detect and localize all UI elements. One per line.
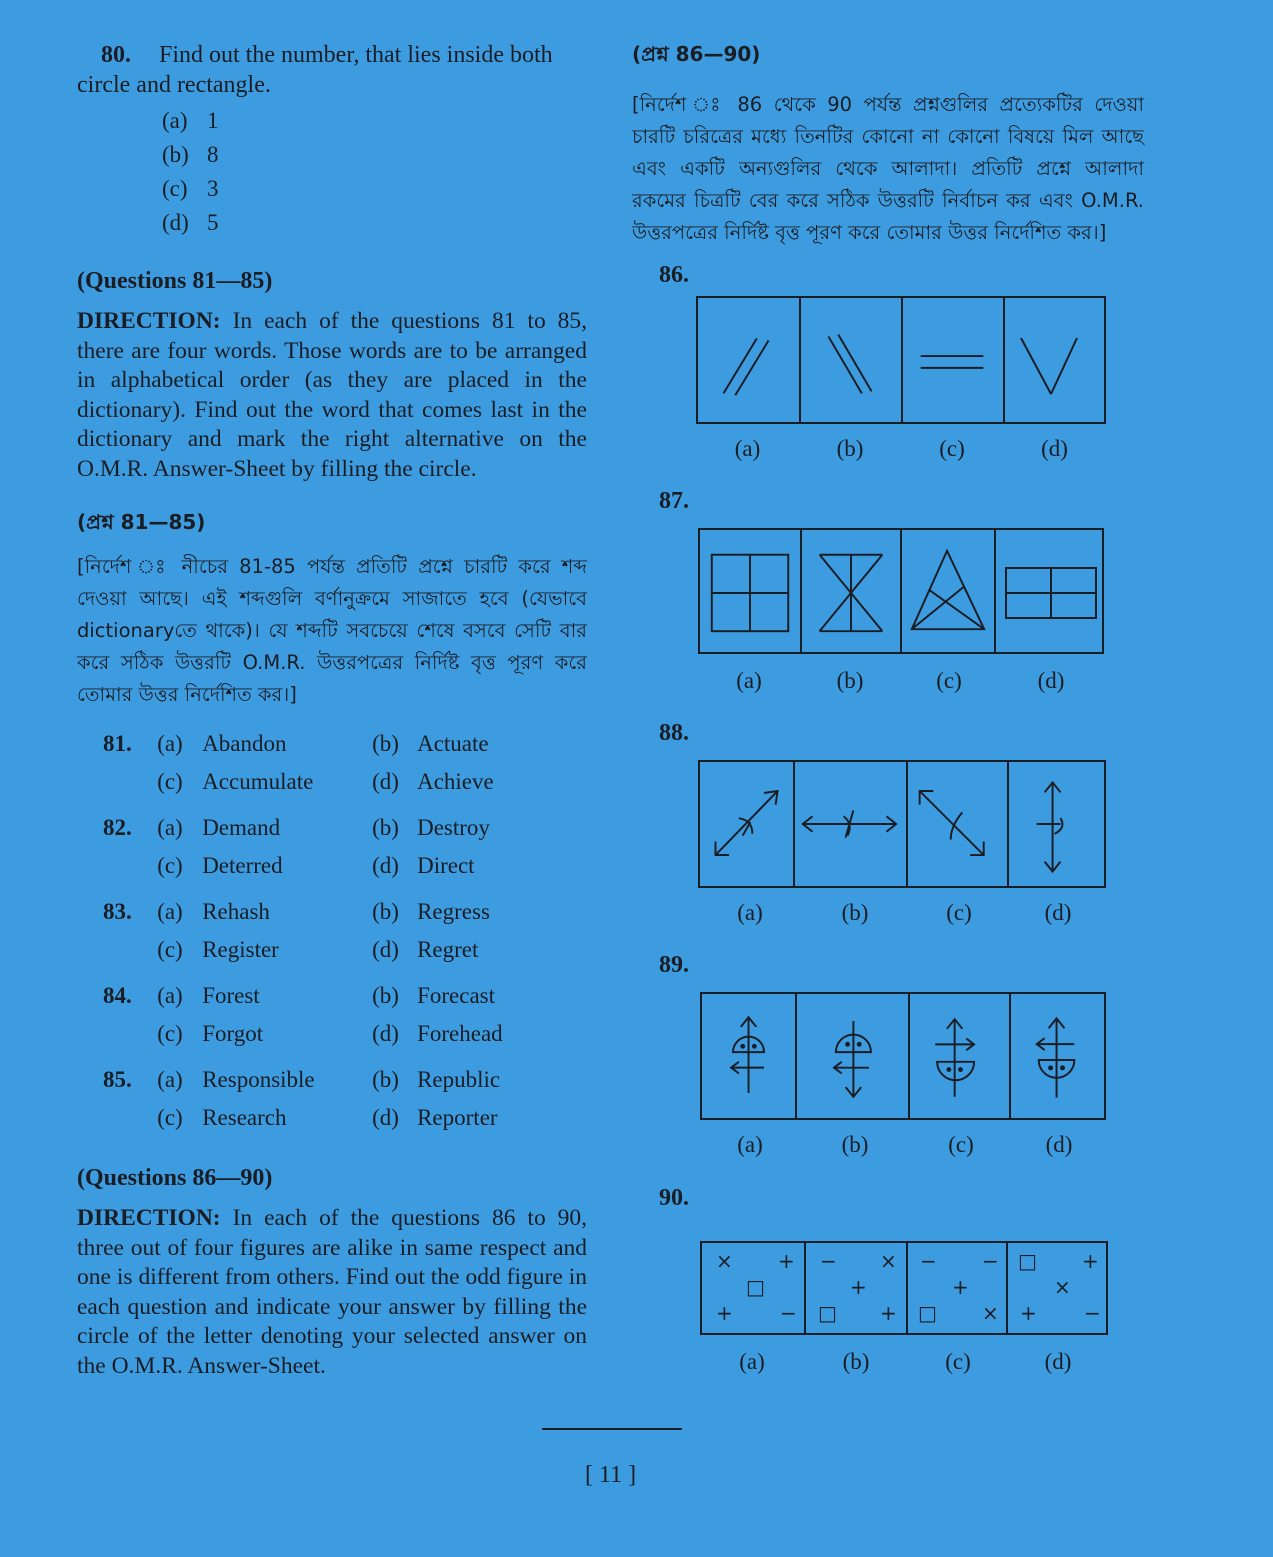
question-number: 90. [659,1185,689,1211]
figure-a: × + □ + − [702,1243,806,1333]
question-81: 81. (a) Abandon (b) Actuate (c) Accumulate (d) Achieve [103,731,494,794]
figure-c: − − + □ × [908,1243,1008,1333]
section-title-81-85: (Questions 81—85) [77,268,273,294]
figure-c [902,530,996,652]
option-labels: (a) (b) (c) (d) [737,900,1072,925]
word-questions [77,725,587,1137]
figure-c [903,298,1005,422]
option-d: (d) 5 [162,210,219,235]
option-a: (a) 1 [162,108,219,133]
figure-row [698,528,1104,654]
option-b: (b) 8 [162,142,219,167]
figure-a [698,298,801,422]
figure-d [1011,994,1104,1118]
question-85: 85. (a) Responsible (b) Republic (c) Research (d) Reporter [103,1067,501,1130]
figure-d [996,530,1102,652]
question-text-line1: Find out the number, that lies inside both [159,42,553,68]
bengali-direction-86-90: [নির্দেশ ঃ 86 থেকে 90 পর্যন্ত প্রশ্নগুলির প্রত্যেকটির দেওয়া চারটি চরিত্রের মধ্যে তিনটির কোনো না কোনো বিষয়ে মিল আছে এবং একটি অন্যগুলির থেকে আলাদা। প্রতিটি প্রশ্নে আলাদা রকমের চিত্রটি বের করে সঠিক উত্তরটি নির্বাচন কর এবং O.M.R. উত্তরপত্রের নির্দিষ্ট বৃত্ত পূরণ করে তোমার উত্তর নির্দেশিত কর।] [632,93,1144,244]
footer-divider [542,1428,682,1430]
figure-d [1005,298,1104,422]
option-c: (c) 3 [162,176,219,201]
option-labels: (a) (b) (c) (d) [739,1349,1072,1374]
option-labels: (a) (b) (c) (d) [734,436,1068,461]
figure-d: □ + × + − [1018,1249,1101,1325]
question-83: 83. (a) Rehash (b) Regress (c) Register (d) Regret [103,899,490,962]
figure-row [696,296,1106,424]
figure-c [910,994,1011,1118]
figure-a [700,762,795,886]
question-82: 82. (a) Demand (b) Destroy (c) Deterred (d) Direct [103,815,490,878]
direction-86-90: DIRECTION: In each of the questions 86 to 90, three out of four figures are alike in same respect and one is different from others. Find out the odd figure in each question and indicate your answer by filling the circle of the letter denoting your selected answer on the O.M.R. Answer-Sheet. [77,1205,588,1379]
question-80 [77,40,587,100]
left-column [77,40,587,1381]
right-column [632,40,1144,249]
figure-d [1009,762,1104,886]
question-text-line2: circle and rectangle. [77,72,271,98]
option-labels: (a) (b) (c) (d) [737,1132,1073,1157]
question-number: 80. [101,42,131,68]
option-labels: (a) (b) (c) (d) [736,668,1065,693]
question-number: 86. [659,262,689,288]
figure-b [802,530,902,652]
page-number: [ 11 ] [585,1462,637,1488]
figure-a [700,530,802,652]
question-number: 88. [659,720,689,746]
direction-81-85: DIRECTION: In each of the questions 81 to 85, there are four words. Those words are to be arranged in alphabetical order (as they are placed in the dictionary). Find out the word that comes last in the dictionary and mark the right alternative on the O.M.R. Answer-Sheet by filling the circle. [77,308,588,482]
figure-row [700,992,1106,1120]
figure-b [801,298,903,422]
figure-a [702,994,797,1118]
section-title-86-90: (Questions 86—90) [77,1165,273,1191]
bengali-title-81-85: (প্রশ্ন 81—85) [77,510,206,534]
question-number: 89. [659,952,689,978]
q80-options [162,104,587,240]
figure-b [795,762,908,886]
bengali-direction-81-85: [নির্দেশ ঃ নীচের 81-85 পর্যন্ত প্রতিটি প্রশ্নে চারটি করে শব্দ দেওয়া আছে। এই শব্দগুলি বর্ণানুক্রমে সাজাতে হবে (যেভাবে dictionaryতে থাকে)। যে শব্দটি সবচেয়ে শেষে বসবে সেটি বার করে সঠিক উত্তরটি O.M.R. উত্তরপত্রের নির্দিষ্ট বৃত্ত পূরণ করে তোমার উত্তর নির্দেশিত কর।] [77,555,587,706]
figure-b [797,994,910,1118]
figure-c [908,762,1009,886]
question-84: 84. (a) Forest (b) Forecast (c) Forgot (d) Forehead [103,983,503,1046]
question-number: 87. [659,488,689,514]
figure-row [700,1241,1108,1335]
bengali-title-86-90: (প্রশ্ন 86—90) [632,42,761,66]
figure-row [698,760,1106,888]
figure-b: − × + □ + [806,1243,908,1333]
